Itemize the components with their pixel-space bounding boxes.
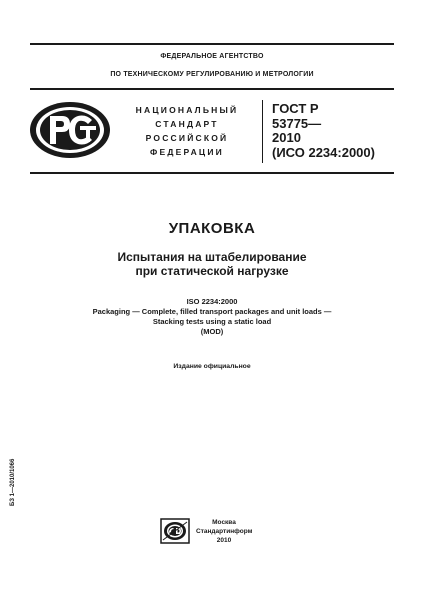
national-standard-line: ФЕДЕРАЦИИ (150, 147, 224, 157)
rst-certification-mark-icon (28, 100, 112, 160)
publisher-city: Москва (212, 519, 236, 526)
document-title: УПАКОВКА (168, 220, 256, 237)
gost-designation-line: ГОСТ Р (272, 101, 319, 116)
side-code: БЗ 1—2010/1066 (10, 458, 16, 506)
agency-line-1: ФЕДЕРАЛЬНОЕ АГЕНТСТВО (160, 53, 264, 60)
document-subtitle-line: Испытания на штабелирование (117, 250, 307, 264)
edition-label: Издание официальное (173, 363, 251, 370)
english-title-line: (MOD) (200, 327, 224, 336)
national-standard-line: НАЦИОНАЛЬНЫЙ (135, 105, 239, 115)
standard-block-rule (30, 172, 394, 174)
gost-designation-line: 2010 (272, 130, 301, 145)
national-standard-line: СТАНДАРТ (155, 119, 219, 129)
vertical-divider (262, 100, 263, 163)
national-standard-line: РОССИЙСКОЙ (145, 133, 229, 143)
top-rule (30, 43, 394, 45)
gost-designation-line: 53775— (272, 115, 322, 131)
document-subtitle-line: при статической нагрузке (135, 264, 289, 278)
publisher-sd-logo-icon (160, 518, 190, 544)
header-rule (30, 88, 394, 90)
publisher-name: Стандартинформ (196, 528, 253, 535)
gost-designation-line: (ИСО 2234:2000) (272, 144, 375, 160)
english-title-line: Packaging — Complete, filled transport packages and unit loads — (92, 307, 332, 316)
iso-number: ISO 2234:2000 (186, 297, 238, 306)
publication-year: 2010 (216, 537, 232, 544)
english-title-line: Stacking tests using a static load (152, 317, 272, 326)
agency-line-2: ПО ТЕХНИЧЕСКОМУ РЕГУЛИРОВАНИЮ И МЕТРОЛОГИИ (110, 71, 314, 78)
